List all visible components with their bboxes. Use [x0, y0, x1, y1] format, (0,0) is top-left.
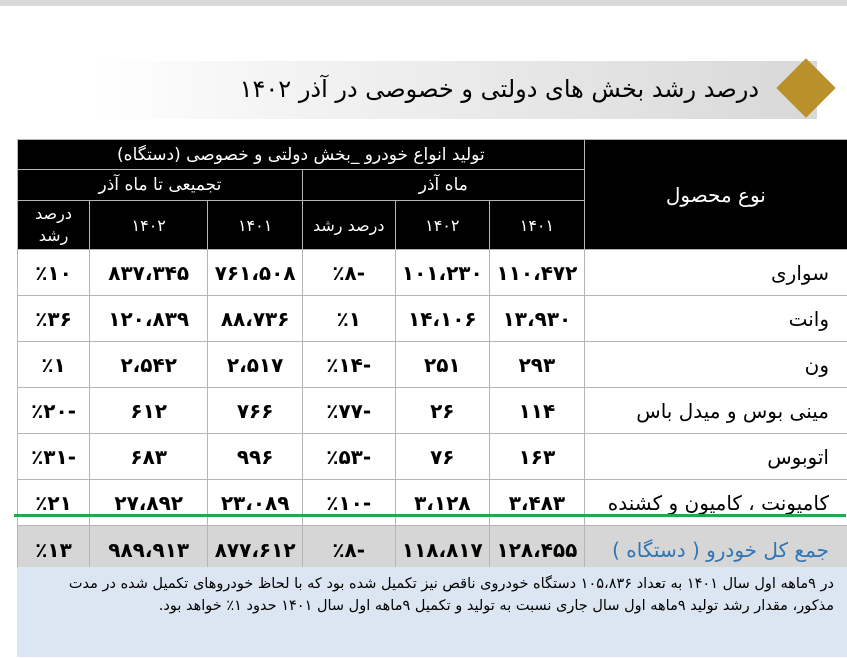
- cell-value: ۶۱۲: [90, 388, 208, 434]
- cell-value: ۲،۵۱۷: [208, 342, 303, 388]
- cell-value: ٪۱: [302, 296, 395, 342]
- cell-value: ۷۶۶: [208, 388, 303, 434]
- row-name: اتوبوس: [584, 434, 847, 480]
- cell-value: ۱۶۳: [490, 434, 585, 480]
- total-value: ۸۷۷،۶۱۲: [208, 526, 303, 575]
- table-row: [18, 480, 847, 526]
- cell-value: ٪۱: [18, 342, 90, 388]
- cell-value: -٪۸: [302, 250, 395, 296]
- cell-value: ۱۲۰،۸۳۹: [90, 296, 208, 342]
- row-name: مینی بوس و میدل باس: [584, 388, 847, 434]
- cell-value: ٪۱۰: [18, 250, 90, 296]
- footnote: در ۹ماهه اول سال ۱۴۰۱ به تعداد ۱۰۵،۸۳۶ دستگاه خودروی ناقص نیز تکمیل شده بود که با لحاظ خودروهای تکمیل شده در مدت مذکور، مقدار رشد تولید ۹ماهه اول سال جاری نسبت به تولید و تکمیل ۹ماهه اول سال ۱۴۰۱ حدود ۱٪ خواهد بود.: [17, 567, 847, 657]
- cell-value: -٪۲۰: [18, 388, 90, 434]
- header-col-cum-1402: ۱۴۰۲: [90, 201, 208, 250]
- table-row: [18, 250, 847, 296]
- total-value: ۱۱۸،۸۱۷: [395, 526, 490, 575]
- total-value: -٪۸: [302, 526, 395, 575]
- cell-value: -٪۵۳: [302, 434, 395, 480]
- cell-value: ۲۳،۰۸۹: [208, 480, 303, 526]
- header-col-cum-1401: ۱۴۰۱: [208, 201, 303, 250]
- cell-value: -٪۱۰: [302, 480, 395, 526]
- header-group-month: ماه آذر: [302, 170, 584, 201]
- cell-value: -٪۱۴: [302, 342, 395, 388]
- cell-value: ۱۳،۹۳۰: [490, 296, 585, 342]
- cell-value: ۱۱۰،۴۷۲: [490, 250, 585, 296]
- cell-value: ۹۹۶: [208, 434, 303, 480]
- cell-value: ۶۸۳: [90, 434, 208, 480]
- total-value: ٪۱۳: [18, 526, 90, 575]
- table-row: [18, 296, 847, 342]
- cell-value: ۳،۴۸۳: [490, 480, 585, 526]
- cell-value: ۷۶۱،۵۰۸: [208, 250, 303, 296]
- total-value: ۹۸۹،۹۱۳: [90, 526, 208, 575]
- cell-value: ۸۸،۷۳۶: [208, 296, 303, 342]
- cell-value: ۲،۵۴۲: [90, 342, 208, 388]
- cell-value: ۲۵۱: [395, 342, 490, 388]
- cell-value: ۲۹۳: [490, 342, 585, 388]
- cell-value: -٪۳۱: [18, 434, 90, 480]
- cell-value: ۱۴،۱۰۶: [395, 296, 490, 342]
- table-row: [18, 388, 847, 434]
- row-name: سواری: [584, 250, 847, 296]
- page-title: درصد رشد بخش های دولتی و خصوصی در آذر ۱۴۰۲: [239, 75, 759, 103]
- production-table: [17, 139, 847, 575]
- title-banner: [92, 61, 817, 119]
- cell-value: -٪۷۷: [302, 388, 395, 434]
- cell-value: ٪۳۶: [18, 296, 90, 342]
- header-col-month-1402: ۱۴۰۲: [395, 201, 490, 250]
- cell-value: ۳،۱۲۸: [395, 480, 490, 526]
- table-row: [18, 434, 847, 480]
- top-border: [0, 0, 847, 6]
- cell-value: ۱۰۱،۲۳۰: [395, 250, 490, 296]
- total-value: ۱۲۸،۴۵۵: [490, 526, 585, 575]
- row-name: کامیونت ، کامیون و کشنده: [584, 480, 847, 526]
- cell-value: ۲۶: [395, 388, 490, 434]
- cell-value: ۸۳۷،۳۴۵: [90, 250, 208, 296]
- header-col-cum-growth: درصد رشد: [18, 201, 90, 250]
- cell-value: ٪۲۱: [18, 480, 90, 526]
- cell-value: ۱۱۴: [490, 388, 585, 434]
- header-product-type: نوع محصول: [584, 140, 847, 250]
- header-group-cumulative: تجمیعی تا ماه آذر: [18, 170, 303, 201]
- header-main-title: تولید انواع خودرو _بخش دولتی و خصوصی (دستگاه): [18, 140, 585, 170]
- row-name: وانت: [584, 296, 847, 342]
- row-name: ون: [584, 342, 847, 388]
- table-row: [18, 342, 847, 388]
- green-separator-line: [14, 514, 846, 517]
- cell-value: ۷۶: [395, 434, 490, 480]
- header-col-month-growth: درصد رشد: [302, 201, 395, 250]
- header-col-month-1401: ۱۴۰۱: [490, 201, 585, 250]
- cell-value: ۲۷،۸۹۲: [90, 480, 208, 526]
- total-row-name: جمع کل خودرو ( دستگاه ): [584, 526, 847, 575]
